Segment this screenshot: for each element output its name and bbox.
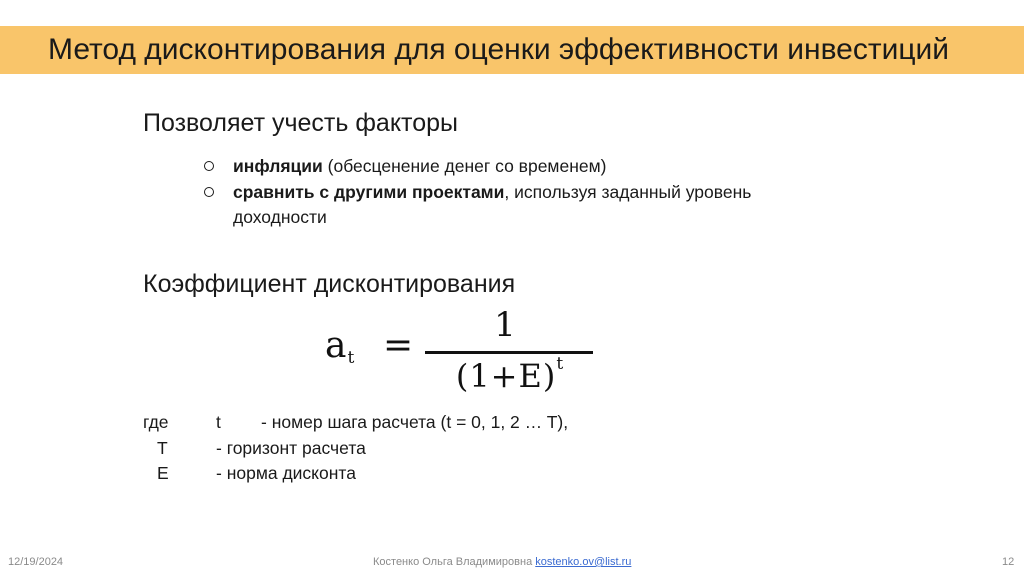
formula-lhs: $a_t$ (325, 325, 355, 368)
definition-row (143, 410, 743, 436)
section-heading-discount-coefficient: Коэффициент дисконтирования (143, 270, 516, 298)
footer-page-number: 12 (1002, 556, 1015, 568)
bullet-text: , используя заданный уровень доходности (233, 182, 752, 227)
bullet-bold-text: сравнить с другими проектами (233, 182, 505, 202)
slide-title: Метод дисконтирования для оценки эффективности инвестиций (48, 33, 950, 66)
bullet-bold-text: инфляции (233, 156, 323, 176)
definition-row (143, 436, 743, 462)
fraction-bar (425, 351, 593, 354)
discount-formula (325, 305, 605, 401)
bullet-item (204, 154, 824, 179)
footer-date: 12/19/2024 (8, 556, 64, 568)
footer-author-name: Костенко Ольга Владимировна (373, 556, 533, 568)
variable-definitions (143, 410, 743, 487)
definition-row (143, 461, 743, 487)
definition-text: - номер шага расчета (t = 0, 1, 2 … T), (261, 412, 569, 432)
definition-text: - горизонт расчета (216, 437, 366, 458)
definition-text: - норма дисконта (216, 463, 356, 483)
definition-symbol: E (157, 463, 169, 483)
section-heading-factors: Позволяет учесть факторы (143, 109, 458, 137)
definition-symbol: T (157, 437, 168, 458)
footer-email-link[interactable]: kostenko.ov@list.ru (535, 556, 632, 568)
formula-denominator: $(1+E)^t$ (455, 354, 565, 395)
formula-equals: = (383, 325, 414, 366)
footer-author (373, 555, 631, 569)
definition-symbol: t (216, 412, 221, 432)
title-bar (0, 26, 1024, 74)
formula-numerator: 1 (494, 305, 516, 345)
bullet-list (204, 154, 824, 231)
circle-bullet-icon (204, 161, 214, 171)
circle-bullet-icon (204, 187, 214, 197)
bullet-item (204, 180, 824, 230)
bullet-text: (обесценение денег со временем) (322, 156, 607, 176)
definition-where: где (143, 412, 169, 432)
